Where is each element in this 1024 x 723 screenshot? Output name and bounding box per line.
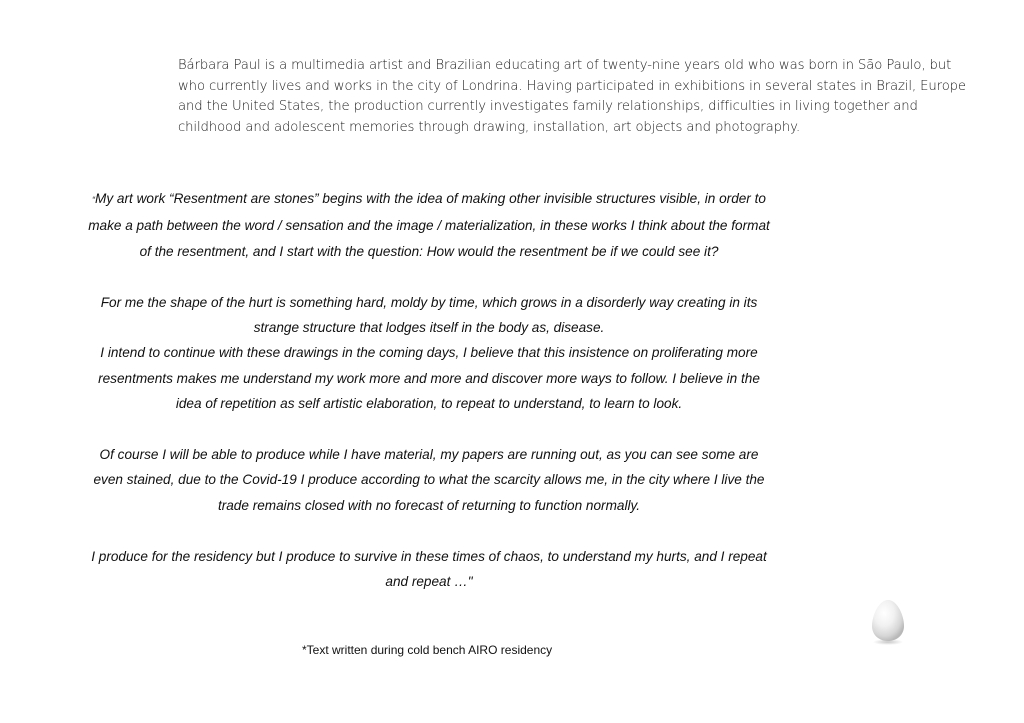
statement-paragraph-4: I produce for the residency but I produce to survive in these times of chaos, to understand my hurts, and I repeat and repeat …": [91, 548, 767, 590]
statement-paragraph-2b: I intend to continue with these drawings in the coming days, I believe that this insistence on proliferating more resentments makes me understand my work more and more and discover more ways to follow. I believe in the idea of repetition as self artistic elaboration, to repeat to understand, to learn to look.: [98, 345, 760, 412]
paragraph-spacer: [88, 518, 770, 543]
statement-paragraph-1: [88, 186, 770, 264]
residency-note: *Text written during cold bench AIRO residency: [302, 643, 553, 657]
egg-icon: [869, 598, 907, 646]
statement-paragraph-2a: For me the shape of the hurt is something hard, moldy by time, which grows in a disorderly way creating in its strange structure that lodges itself in the body as, disease.: [100, 294, 758, 336]
artist-bio: [178, 56, 968, 138]
artist-bio-text: Bárbara Paul is a multimedia artist and Brazilian educating art of twenty-nine years old who was born in São Paulo, but who currently lives and works in the city of Londrina. Having participated in exhibitions in several states in Brazil, Europe and the United States, the production currently investigates family relationships, difficulties in living together and childhood and adolescent memories through drawing, installation, art objects and photography.: [178, 58, 966, 135]
artist-statement: [88, 186, 770, 594]
egg-shell: [872, 600, 904, 641]
statement-paragraph-1-text: My art work “Resentment are stones” begins with the idea of making other invisible structures visible, in order to make a path between the word / sensation and the image / materialization, in these works I think about the format of the resentment, and I start with the question: How would the resentment be if we could see it?: [88, 191, 770, 259]
statement-paragraph-3: Of course I will be able to produce while I have material, my papers are running out, as you can see some are even stained, due to the Covid-19 I produce according to what the scarcity allows me, in the city where I live the trade remains closed with no forecast of returning to function normally.: [93, 447, 765, 513]
paragraph-spacer: [88, 264, 770, 289]
statement-open-quote: “: [92, 195, 96, 205]
paragraph-spacer: [88, 417, 770, 442]
